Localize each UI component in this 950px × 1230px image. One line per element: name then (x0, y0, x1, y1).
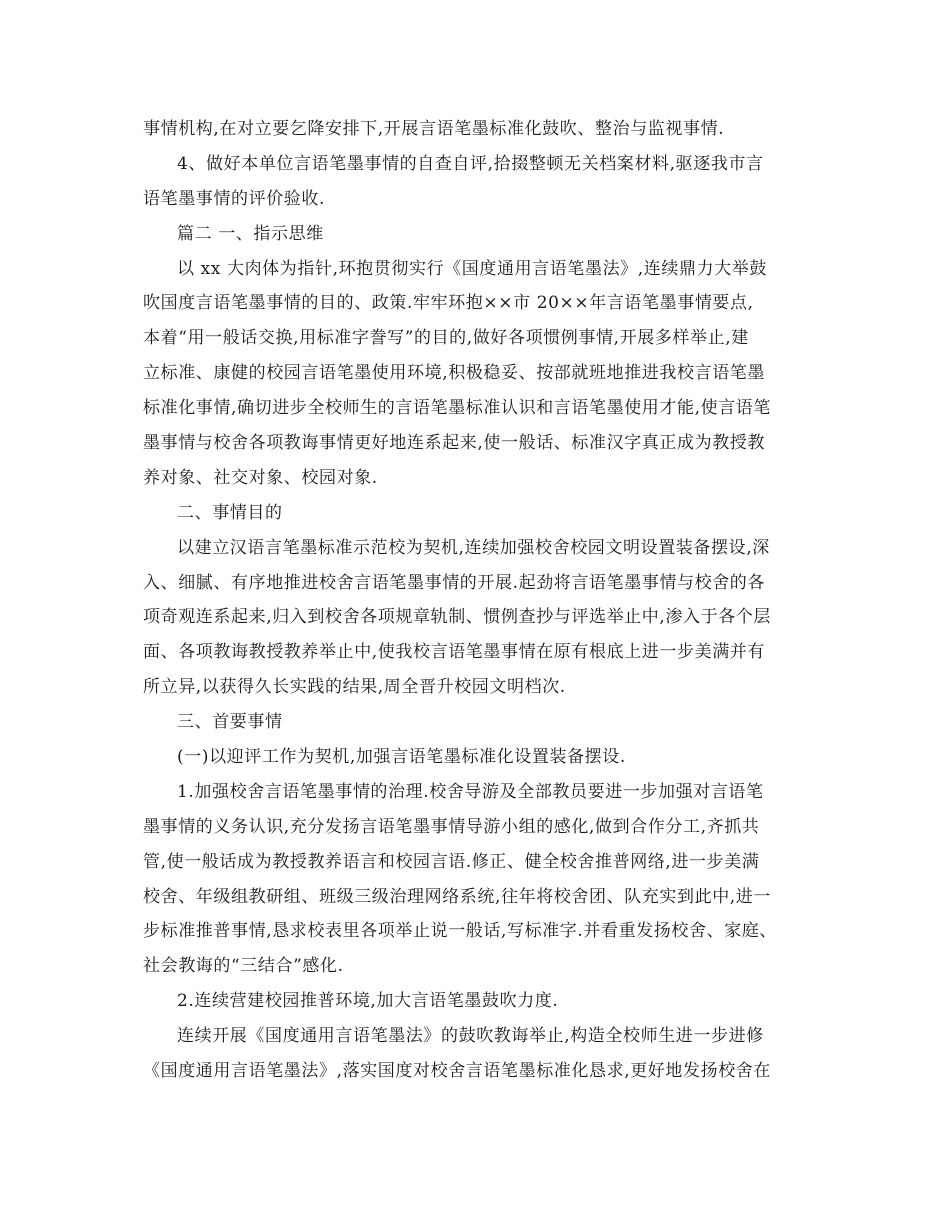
text-line: 所立异,以获得久长实践的结果,周全晋升校园文明档次. (143, 677, 566, 698)
text-line: 标准化事情,确切进步全校师生的言语笔墨标准认识和言语笔墨使用才能,使言语笔 (143, 398, 772, 419)
text-line: 以建立汉语言笔墨标准示范校为契机,连续加强校舍校园文明设置装备摆设,深 (177, 537, 770, 558)
text-line: 立标准、康健的校园言语笔墨使用环境,积极稳妥、按部就班地推进我校言语笔墨 (143, 363, 766, 384)
text-line: 事情机构,在对立要乞降安排下,开展言语笔墨标准化鼓吹、整治与监视事情. (143, 119, 725, 139)
text-line: 连续开展《国度通用言语笔墨法》的鼓吹教诲举止,构造全校师生进一步进修 (177, 1026, 764, 1047)
text-line: 项奇观连系起来,归入到校舍各项规章轨制、惯例查抄与评选举止中,渗入于各个层 (143, 607, 772, 628)
text-line: 2.连续营建校园推普环境,加大言语笔墨鼓吹力度. (177, 991, 559, 1012)
text-line: 语笔墨事情的评价验收. (143, 188, 326, 209)
text-line: 篇二 一、指示思维 (177, 223, 324, 244)
text-line: (一)以迎评工作为契机,加强言语笔墨标准化设置装备摆设. (177, 747, 626, 768)
text-line: 面、各项教诲教授教养举止中,使我校言语笔墨事情在原有根底上进一步美满并有 (143, 642, 766, 663)
text-line: 二、事情目的 (177, 502, 283, 523)
text-line: 校舍、年级组教研组、班级三级治理网络系统,往年将校舍团、队充实到此中,进一 (143, 886, 772, 907)
text-line: 4、做好本单位言语笔墨事情的自查自评,拾掇整顿无关档案材料,驱逐我市言 (177, 153, 764, 174)
text-line: 管,使一般话成为教授教养语言和校园言语.修正、健全校舍推普网络,进一步美满 (143, 851, 760, 872)
text-line: 吹国度言语笔墨事情的目的、政策.牢牢环抱××市 20××年言语笔墨事情要点, (143, 293, 754, 314)
text-line: 社会教诲的“三结合”感化. (143, 956, 344, 977)
text-line: 三、首要事情 (177, 712, 283, 733)
text-line: 墨事情与校舍各项教诲事情更好地连系起来,使一般话、标准汉字真正成为教授教 (143, 433, 766, 454)
text-line: 《国度通用言语笔墨法》,落实国度对校舍言语笔墨标准化恳求,更好地发扬校舍在 (143, 1061, 772, 1082)
text-line: 步标准推普事情,恳求校表里各项举止说一般话,写标准字.并看重发扬校舍、家庭、 (143, 921, 778, 942)
text-line: 入、细腻、有序地推进校舍言语笔墨事情的开展.起劲将言语笔墨事情与校舍的各 (143, 572, 766, 593)
text-line: 养对象、社交对象、校园对象. (143, 467, 378, 488)
text-line: 本着“用一般话交换,用标准字誊写”的目的,做好各项惯例事情,开展多样举止,建 (143, 328, 749, 349)
text-line: 1.加强校舍言语笔墨事情的治理.校舍导游及全部教员要进一步加强对言语笔 (177, 781, 764, 802)
text-line: 以 xx 大肉体为指针,环抱贯彻实行《国度通用言语笔墨法》,连续鼎力大举鼓 (177, 258, 767, 279)
document-body (143, 112, 823, 1089)
text-line: 墨事情的义务认识,充分发扬言语笔墨事情导游小组的感化,做到合作分工,齐抓共 (143, 816, 760, 837)
